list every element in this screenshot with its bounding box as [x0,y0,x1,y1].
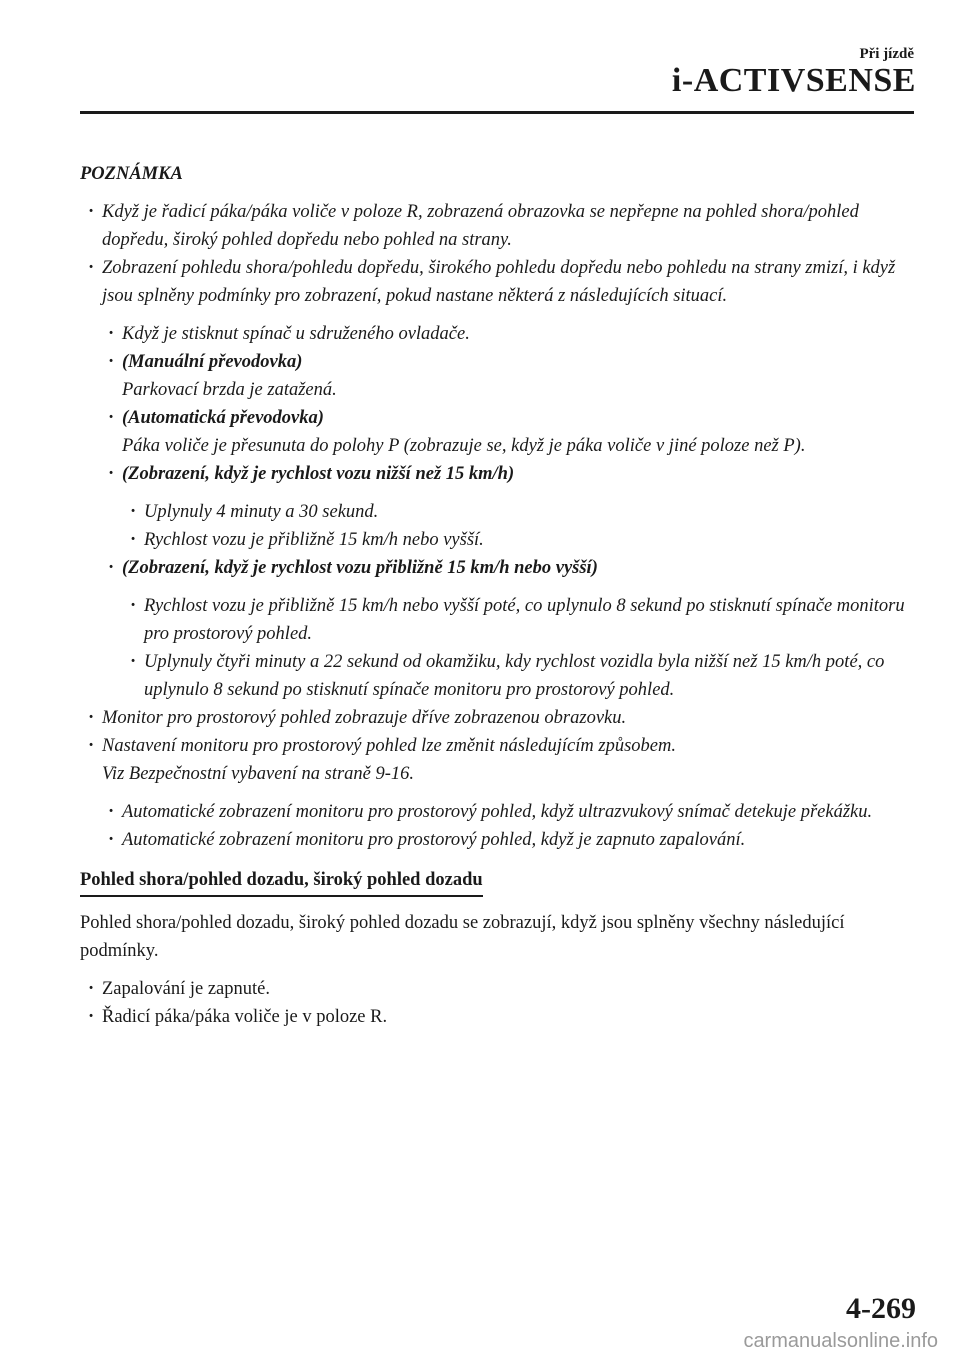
note-bullet-1: · Když je řadicí páka/páka voliče v poloze R, zobrazená obrazovka se nepřepne na pohled shora/pohled dopředu, široký pohled dopředu nebo pohled na strany. [80,198,916,254]
high-speed-display-heading: (Zobrazení, když je rychlost vozu přibližně 15 km/h nebo vyšší) [122,558,598,578]
note-title: POZNÁMKA [80,164,183,184]
low-speed-display-heading: (Zobrazení, když je rychlost vozu nižší než 15 km/h) [122,464,515,484]
note-bullet-2-4-1: · Uplynuly 4 minuty a 30 sekund. [122,498,916,526]
note-bullet-3: · Monitor pro prostorový pohled zobrazuje dříve zobrazenou obrazovku. [80,704,916,732]
header-rule [80,111,914,114]
note-bullet-2-5-2: · Uplynuly čtyři minuty a 22 sekund od okamžiku, kdy rychlost vozidla byla nižší než 15 km/h poté, co uplynulo 8 sekund po stisknutí spínače monitoru pro prostorový pohled. [122,648,916,704]
note-bullet-2: · Zobrazení pohledu shora/pohledu dopředu, širokého pohledu dopředu nebo pohledu na strany zmizí, i když jsou splněny podmínky pro zobrazení, pokud nastane některá z následujících situací. [80,254,916,310]
condition-2: · Řadicí páka/páka voliče je v poloze R. [80,1003,916,1031]
note-bullet-4 [80,732,916,788]
condition-1: · Zapalování je zapnuté. [80,975,916,1003]
note-bullet-4-1: · Automatické zobrazení monitoru pro prostorový pohled, když ultrazvukový snímač detekuje překážku. [100,798,916,826]
note-bullet-2-4 [100,460,916,488]
note-bullet-2-5-1: · Rychlost vozu je přibližně 15 km/h nebo vyšší poté, co uplynulo 8 sekund po stisknutí spínače monitoru pro prostorový pohled. [122,592,916,648]
watermark: carmanualsonline.info [743,1330,938,1352]
note-bullet-4-2: · Automatické zobrazení monitoru pro prostorový pohled, když je zapnuto zapalování. [100,826,916,854]
section-intro: Pohled shora/pohled dozadu, široký pohled dozadu se zobrazují, když jsou splněny všechny následující podmínky. [80,913,845,961]
page-number: 4-269 [846,1292,916,1325]
note-bullet-2-5 [100,554,916,582]
automatic-transmission-heading: (Automatická převodovka) [122,408,324,428]
automatic-transmission-text: Páka voliče je přesunuta do polohy P (zobrazuje se, když je páka voliče v jiné poloze než P). [122,436,806,456]
note-block [80,160,916,854]
settings-text: Nastavení monitoru pro prostorový pohled lze změnit následujícím způsobem. [102,736,676,756]
page-content [80,160,916,1031]
header-title: i-ACTIVSENSE [671,62,916,99]
note-bullet-2-4-2: · Rychlost vozu je přibližně 15 km/h nebo vyšší. [122,526,916,554]
note-bullet-2-3 [100,404,916,460]
note-bullet-2-2 [100,348,916,404]
manual-transmission-text: Parkovací brzda je zatažená. [122,380,337,400]
settings-reference: Viz Bezpečnostní vybavení na straně 9-16. [102,764,415,784]
section-heading: Pohled shora/pohled dozadu, široký pohled dozadu [80,866,483,897]
header-section-label: Při jízdě [859,46,914,62]
note-bullet-2-1: · Když je stisknut spínač u sdruženého ovladače. [100,320,916,348]
manual-transmission-heading: (Manuální převodovka) [122,352,303,372]
